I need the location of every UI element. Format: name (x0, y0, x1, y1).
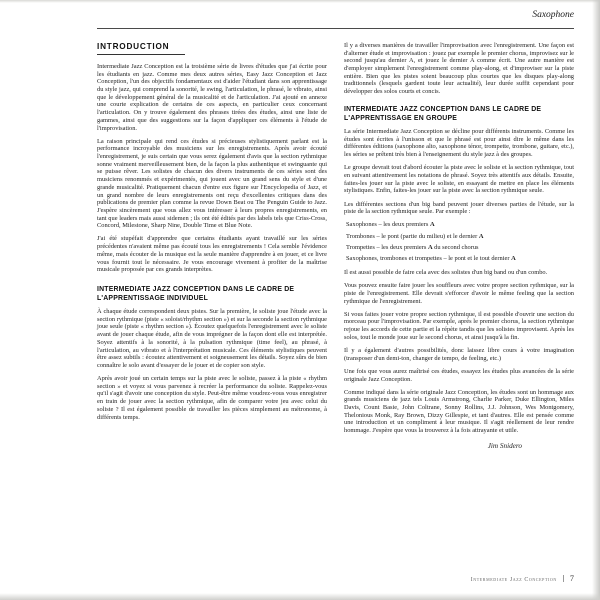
paragraph: Le groupe devrait tout d'abord écouter la piste avec le soliste et la section rythmique, tout en suivant attentivement les notations de phrasé. Soyez très attentifs aux détails. Ensuite, faites-les jouer sur la piste avec le soliste, en essayant de mettre en place les éléments stylistiques. Enfin, faites-les jouer sur la piste avec la section rythmique seule. (344, 164, 574, 195)
list-item (346, 221, 574, 229)
page-edge-right (592, 0, 600, 600)
list-item-text: Trombones – le pont (partie du milieu) et le dernier (346, 232, 479, 240)
author-signature: Jim Snidero (487, 441, 522, 450)
page-edge-bottom (0, 593, 600, 600)
left-column (97, 42, 327, 450)
list-item (346, 244, 574, 252)
page-content (97, 42, 574, 450)
paragraph: Après avoir joué un certain temps sur la piste avec le soliste, passez à la piste « rhythm section » et voyez si vous parvenez à recréer la performance du soliste. Rappelez-vous qu'il s'agit d'avoir une conception du style. Peut-être même voudrez-vous vous enregistrer en train de jouer avec la section rythmique, afin de comparer votre jeu avec celui du soliste ? Il est également possible de travailler les pièces simplement au métronome, à différents temps. (97, 375, 327, 421)
paragraph: Une fois que vous aurez maîtrisé ces études, essayez les études plus avancées de la série originale Jazz Conception. (344, 367, 574, 383)
paragraph: La série Intermediate Jazz Conception se décline pour différents instruments. Comme les études sont écrites à l'unisson et que le phrasé est pour ainsi dire le même dans les différentes éditions (saxophone alto, saxophone ténor, trompette, trombone, guitare, etc.), les séries se prêtent très bien à l'enseignement du style jazz à des groupes. (344, 128, 574, 159)
paragraph: J'ai été stupéfait d'apprendre que certains étudiants ayant travaillé sur les séries précédentes n'avaient même pas écouté tous les enregistrements ! Cela semble l'évidence même, mais écouter de la musique est la seule manière d'apprendre à en jouer, et ce livre vous fournit tout le nécessaire. Je vous encourage vivement à profiter de la maîtrise musicale proposée par ces grands interprètes. (97, 235, 327, 274)
footer-book-title: Intermediate Jazz Conception (470, 577, 557, 583)
list-item (346, 233, 574, 241)
footer-divider (563, 575, 564, 582)
right-column (344, 42, 574, 450)
paragraph: Intermediate Jazz Conception est la troisième série de livres d'études que j'ai écrite pour les étudiants en jazz. Comme mes deux autres séries, Easy Jazz Conception et Jazz Conception, l'un des objectifs fondamentaux est d'aider l'étudiant dans son apprentissage du style jazz, qui comprend la sonorité, le swing, l'articulation, le phrasé, le vibrato, ainsi que le développement général de la musicalité et de l'articulation. J'ai ajouté en annexe une courte explication de certains de ces aspects, en particulier ceux concernant l'articulation. On y trouve également des phrases tirées des études, ainsi une liste de gammes, ainsi que des suggestions sur la façon d'appliquer ces éléments à l'étude de l'improvisation. (97, 63, 327, 132)
list-item-text: Saxophones – les deux premiers (346, 221, 430, 229)
intro-title: INTRODUCTION (97, 42, 170, 51)
paragraph: Il y a également d'autres possibilités, donc laissez libre cours à votre imagination (transposer d'un demi-ton, changer de tempo, de feeling, etc.) (344, 346, 574, 362)
band-section-list (346, 221, 574, 263)
list-item (346, 255, 574, 263)
list-item-text: Saxophones, trombones et trompettes – le pont et le tout dernier (346, 254, 512, 262)
paragraph: À chaque étude correspondent deux pistes. Sur la première, le soliste joue l'étude avec la section rythmique (piste « soloist/rhythm section ») et sur la seconde la section rythmique joue seule (piste « rhythm section »). Écoutez quelquefois l'enregistrement avec le soliste avant de jouer chaque étude, afin de vous imprégner de la façon dont elle est interprétée. Soyez attentifs à la sonorité, à la pulsation rythmique (time feel), au phrasé, à l'articulation, au vibrato et à l'interprétation musicale. Ces éléments stylistiques peuvent être assez subtils : écoutez attentivement et soigneusement les détails. Soyez sûrs de bien connaître le solo avant d'essayer de le jouer et de copier son style. (97, 308, 327, 369)
list-item-text: du second chorus (432, 243, 479, 251)
intro-title-rule (97, 54, 185, 55)
running-header: Saxophone (532, 10, 574, 20)
list-item-bold: A (478, 232, 484, 240)
page-footer (471, 574, 574, 583)
paragraph: Comme indiqué dans la série originale Jazz Conception, les études sont un hommage aux grands musiciens de jazz tels Louis Armstrong, Charlie Parker, Duke Ellington, Miles Davis, Count Basie, John Coltrane, Sonny Rollins, J.J. Johnson, Wes Montgomery, Thelonious Monk, Ray Brown, Dizzy Gillespie, et tant d'autres. Elle est pensée comme une introduction et un compliment à leur musique. Il s'agit réellement de leur rendre hommage. J'espère que vous la trouverez à la fois attrayante et utile. (344, 388, 574, 435)
paragraph: Vous pouvez ensuite faire jouer les souffleurs avec votre propre section rythmique, sur la piste de l'enregistrement. Elle devrait s'efforcer d'avoir le même feeling que la section rythmique de l'enregistrement. (344, 282, 574, 305)
list-item-text: Trompettes – les deux premiers (346, 243, 428, 251)
paragraph: Si vous faites jouer votre propre section rythmique, il est possible d'ouvrir une section du morceau pour l'improvisation. Par exemple, après le premier chorus, la section rythmique rejoue les accords de cette partie et la répète tandis que les solistes improvisent. Après les solos, tout le monde joue sur le second chorus, et ainsi jusqu'à la fin. (344, 310, 574, 341)
paragraph: La raison principale qui rend ces études si précieuses stylistiquement parlant est la performance incroyable des musiciens sur les enregistrements. Après avoir écouté l'enregistrement, je suis certain que vous serez également d'avis que la section rythmique sonne vraiment merveilleusement bien, de la façon la plus authentique et swinguante qui se puisse rêver. Les solistes de chacun des divers instruments de ces séries sont des musiciens renommés et expérimentés, qui jouent avec un grand sens du style et d'une grande musicalité. Pratiquement chacun d'entre eux figure sur l'Encyclopedia of Jazz, et un grand nombre de leurs enregistrements ont reçu d'excellentes critiques dans des publications de premier plan comme la revue Down Beat ou The Penguin Guide to Jazz. J'espère sincèrement que vous allez vous intéresser à leurs propres enregistrements, en tant que leaders mais aussi sidemen ; ils ont été édités par des labels tels que Criss-Cross, Concord, Milestone, Sharp Nine, Double Time et Blue Note. (97, 137, 327, 230)
page-edge-top (0, 0, 600, 3)
header-rule (97, 28, 574, 29)
paragraph: Les différentes sections d'un big band peuvent jouer diverses parties de l'étude, sur la piste de la section rythmique seule. Par exemple : (344, 200, 574, 216)
list-item-bold: A (511, 254, 516, 262)
section-title-individual: INTERMEDIATE JAZZ CONCEPTION DANS LE CADRE DE L'APPRENTISSAGE INDIVIDUEL (97, 285, 295, 302)
section-title-group: INTERMEDIATE JAZZ CONCEPTION DANS LE CADRE DE L'APPRENTISSAGE EN GROUPE (344, 105, 542, 122)
list-item-bold: A (427, 243, 433, 251)
list-item-bold: A (429, 221, 435, 229)
paragraph: Il est aussi possible de faire cela avec des solistes d'un big band ou d'un combo. (344, 268, 548, 276)
paragraph: Il y a diverses manières de travailler l'improvisation avec l'enregistrement. Une façon est d'alterner étude et improvisation : jouez par exemple le premier chorus, improvisez sur le second jusqu'au dernier A, et jouez le dernier A comme écrit. Une autre manière est d'employer simplement l'enregistrement comme play-along, et d'improviser sur la piste entière. Bien que les pistes soient beaucoup plus courtes que les disques play-along traditionnels (lesquels gardent toute leur actualité), leur durée suffit cependant pour développer des solos courts et concis. (344, 42, 574, 96)
page-number: 7 (569, 574, 574, 583)
